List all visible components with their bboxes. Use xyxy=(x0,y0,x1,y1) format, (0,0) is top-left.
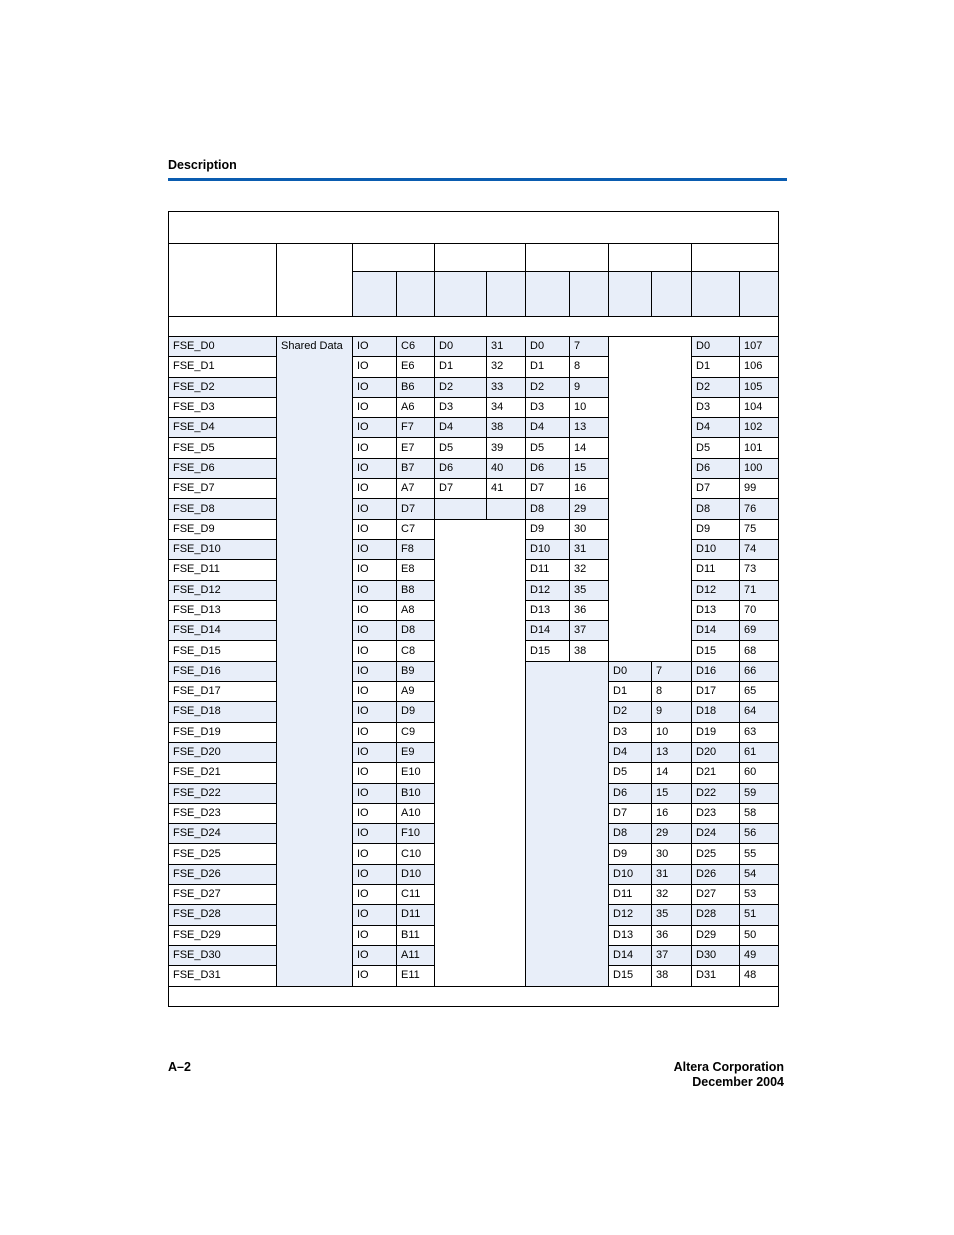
group3-signal-cell: D15 xyxy=(609,966,652,986)
signal-name-cell: FSE_D5 xyxy=(169,438,277,458)
pin-cell: A9 xyxy=(397,682,435,702)
signal-name-cell: FSE_D11 xyxy=(169,560,277,580)
direction-cell: IO xyxy=(353,885,397,905)
pin-cell: E10 xyxy=(397,763,435,783)
direction-cell: IO xyxy=(353,377,397,397)
group4-pin-cell: 74 xyxy=(740,539,779,559)
group3-pin-cell: 8 xyxy=(652,682,692,702)
group1-pin-cell: 34 xyxy=(487,397,526,417)
group2-pin-cell: 9 xyxy=(570,377,609,397)
direction-cell: IO xyxy=(353,357,397,377)
group4-pin-cell: 101 xyxy=(740,438,779,458)
group2-pin-cell: 16 xyxy=(570,479,609,499)
signal-name-cell: FSE_D28 xyxy=(169,905,277,925)
group2-pin-cell: 14 xyxy=(570,438,609,458)
pin-cell: C11 xyxy=(397,885,435,905)
group4-pin-cell: 100 xyxy=(740,458,779,478)
group4-signal-cell: D28 xyxy=(692,905,740,925)
group4-signal-cell: D12 xyxy=(692,580,740,600)
direction-cell: IO xyxy=(353,600,397,620)
direction-cell: IO xyxy=(353,499,397,519)
group4-signal-cell: D29 xyxy=(692,925,740,945)
group4-pin-cell: 106 xyxy=(740,357,779,377)
group4-signal-cell: D27 xyxy=(692,885,740,905)
signal-name-cell: FSE_D0 xyxy=(169,337,277,357)
pin-cell: D8 xyxy=(397,621,435,641)
group4-pin-cell: 76 xyxy=(740,499,779,519)
group4-signal-cell: D23 xyxy=(692,803,740,823)
signal-name-cell: FSE_D8 xyxy=(169,499,277,519)
signal-name-cell: FSE_D27 xyxy=(169,885,277,905)
group2-signal-cell: D7 xyxy=(526,479,570,499)
pin-cell: B6 xyxy=(397,377,435,397)
signal-name-cell: FSE_D15 xyxy=(169,641,277,661)
group4-signal-cell: D22 xyxy=(692,783,740,803)
group4-pin-cell: 73 xyxy=(740,560,779,580)
pin-cell: B10 xyxy=(397,783,435,803)
signal-name-cell: FSE_D22 xyxy=(169,783,277,803)
direction-cell: IO xyxy=(353,621,397,641)
header-subcol xyxy=(435,272,487,317)
direction-cell: IO xyxy=(353,418,397,438)
group4-signal-cell: D10 xyxy=(692,539,740,559)
group-label-cell: Shared Data xyxy=(277,337,353,987)
signal-name-cell: FSE_D14 xyxy=(169,621,277,641)
table-caption-row xyxy=(169,212,779,244)
signal-name-cell: FSE_D16 xyxy=(169,661,277,681)
signal-name-cell: FSE_D20 xyxy=(169,742,277,762)
group2-pin-cell: 36 xyxy=(570,600,609,620)
group4-signal-cell: D15 xyxy=(692,641,740,661)
direction-cell: IO xyxy=(353,966,397,986)
direction-cell: IO xyxy=(353,945,397,965)
pin-cell: C9 xyxy=(397,722,435,742)
pin-cell: E6 xyxy=(397,357,435,377)
group3-pin-cell: 10 xyxy=(652,722,692,742)
group4-signal-cell: D2 xyxy=(692,377,740,397)
group4-pin-cell: 66 xyxy=(740,661,779,681)
group4-pin-cell: 58 xyxy=(740,803,779,823)
pin-cell: D10 xyxy=(397,864,435,884)
group1-pin-cell: 38 xyxy=(487,418,526,438)
group4-pin-cell: 54 xyxy=(740,864,779,884)
pin-cell: C10 xyxy=(397,844,435,864)
group4-pin-cell: 68 xyxy=(740,641,779,661)
pin-cell: A8 xyxy=(397,600,435,620)
direction-cell: IO xyxy=(353,539,397,559)
group2-pin-cell: 31 xyxy=(570,539,609,559)
group1-pin-cell: 33 xyxy=(487,377,526,397)
direction-cell: IO xyxy=(353,397,397,417)
group4-signal-cell: D14 xyxy=(692,621,740,641)
signal-name-cell: FSE_D4 xyxy=(169,418,277,438)
group1-signal-cell: D7 xyxy=(435,479,487,499)
group4-signal-cell: D8 xyxy=(692,499,740,519)
group3-signal-cell: D2 xyxy=(609,702,652,722)
page-number: A–2 xyxy=(168,1060,191,1074)
group4-pin-cell: 69 xyxy=(740,621,779,641)
signal-name-cell: FSE_D17 xyxy=(169,682,277,702)
group2-signal-cell: D11 xyxy=(526,560,570,580)
group4-pin-cell: 99 xyxy=(740,479,779,499)
group4-signal-cell: D7 xyxy=(692,479,740,499)
group4-signal-cell: D17 xyxy=(692,682,740,702)
group4-pin-cell: 75 xyxy=(740,519,779,539)
group2-signal-cell: D5 xyxy=(526,438,570,458)
direction-cell: IO xyxy=(353,722,397,742)
group2-signal-cell: D0 xyxy=(526,337,570,357)
group4-signal-cell: D26 xyxy=(692,864,740,884)
group2-pin-cell: 38 xyxy=(570,641,609,661)
pin-cell: E11 xyxy=(397,966,435,986)
group3-signal-cell: D6 xyxy=(609,783,652,803)
group4-pin-cell: 56 xyxy=(740,824,779,844)
group4-signal-cell: D3 xyxy=(692,397,740,417)
group4-signal-cell: D16 xyxy=(692,661,740,681)
group1-signal-cell: D0 xyxy=(435,337,487,357)
signal-name-cell: FSE_D7 xyxy=(169,479,277,499)
group4-signal-cell: D20 xyxy=(692,742,740,762)
group4-signal-cell: D5 xyxy=(692,438,740,458)
group1-signal-cell: D3 xyxy=(435,397,487,417)
signal-name-cell: FSE_D13 xyxy=(169,600,277,620)
group2-signal-cell: D13 xyxy=(526,600,570,620)
pin-cell: B9 xyxy=(397,661,435,681)
group1-signal-cell: D1 xyxy=(435,357,487,377)
direction-cell: IO xyxy=(353,337,397,357)
pin-cell: F7 xyxy=(397,418,435,438)
group2-signal-cell: D8 xyxy=(526,499,570,519)
group3-signal-cell: D14 xyxy=(609,945,652,965)
group4-pin-cell: 105 xyxy=(740,377,779,397)
header-subcol xyxy=(570,272,609,317)
signal-name-cell: FSE_D30 xyxy=(169,945,277,965)
group1-pin-cell: 40 xyxy=(487,458,526,478)
direction-cell: IO xyxy=(353,519,397,539)
signal-name-cell: FSE_D12 xyxy=(169,580,277,600)
group4-signal-cell: D21 xyxy=(692,763,740,783)
signal-name-cell: FSE_D25 xyxy=(169,844,277,864)
group1-signal-cell: D5 xyxy=(435,438,487,458)
direction-cell: IO xyxy=(353,641,397,661)
group4-signal-cell: D6 xyxy=(692,458,740,478)
group2-pin-cell: 35 xyxy=(570,580,609,600)
header-subcol xyxy=(609,272,652,317)
group4-pin-cell: 107 xyxy=(740,337,779,357)
signal-name-cell: FSE_D21 xyxy=(169,763,277,783)
group1-pin-cell xyxy=(487,499,526,519)
group3-pin-cell: 36 xyxy=(652,925,692,945)
group2-pin-cell: 29 xyxy=(570,499,609,519)
group4-signal-cell: D11 xyxy=(692,560,740,580)
header-type xyxy=(277,244,353,317)
group2-pin-cell: 13 xyxy=(570,418,609,438)
group4-pin-cell: 64 xyxy=(740,702,779,722)
table-row xyxy=(169,337,779,357)
group1-signal-cell xyxy=(435,499,487,519)
table-header-row-1 xyxy=(169,244,779,272)
pin-table xyxy=(168,211,779,1007)
direction-cell: IO xyxy=(353,824,397,844)
signal-name-cell: FSE_D19 xyxy=(169,722,277,742)
group4-pin-cell: 104 xyxy=(740,397,779,417)
direction-cell: IO xyxy=(353,925,397,945)
group3-signal-cell: D4 xyxy=(609,742,652,762)
group4-pin-cell: 53 xyxy=(740,885,779,905)
group2-pin-cell: 10 xyxy=(570,397,609,417)
pin-cell: D7 xyxy=(397,499,435,519)
signal-name-cell: FSE_D24 xyxy=(169,824,277,844)
pin-cell: E8 xyxy=(397,560,435,580)
group1-pin-cell: 41 xyxy=(487,479,526,499)
pin-cell: C8 xyxy=(397,641,435,661)
group3-signal-cell: D7 xyxy=(609,803,652,823)
group2-signal-cell: D3 xyxy=(526,397,570,417)
group3-pin-cell: 37 xyxy=(652,945,692,965)
group4-signal-cell: D13 xyxy=(692,600,740,620)
signal-name-cell: FSE_D10 xyxy=(169,539,277,559)
group4-signal-cell: D18 xyxy=(692,702,740,722)
pin-cell: A11 xyxy=(397,945,435,965)
group2-pin-cell: 15 xyxy=(570,458,609,478)
direction-cell: IO xyxy=(353,844,397,864)
group1-pin-cell: 39 xyxy=(487,438,526,458)
group4-pin-cell: 59 xyxy=(740,783,779,803)
footer-info xyxy=(674,1060,784,1090)
group1-signal-cell: D2 xyxy=(435,377,487,397)
group1-pin-cell: 31 xyxy=(487,337,526,357)
group3-signal-cell: D12 xyxy=(609,905,652,925)
group4-pin-cell: 61 xyxy=(740,742,779,762)
group4-signal-cell: D0 xyxy=(692,337,740,357)
pin-cell: F10 xyxy=(397,824,435,844)
group2-signal-cell: D2 xyxy=(526,377,570,397)
group4-signal-cell: D19 xyxy=(692,722,740,742)
signal-name-cell: FSE_D18 xyxy=(169,702,277,722)
group3-signal-cell: D11 xyxy=(609,885,652,905)
signal-name-cell: FSE_D6 xyxy=(169,458,277,478)
group2-pin-cell: 37 xyxy=(570,621,609,641)
group4-pin-cell: 55 xyxy=(740,844,779,864)
signal-name-cell: FSE_D23 xyxy=(169,803,277,823)
group3-pin-cell: 16 xyxy=(652,803,692,823)
group3-pin-cell: 31 xyxy=(652,864,692,884)
group3-signal-cell: D1 xyxy=(609,682,652,702)
group2-empty-block xyxy=(526,661,609,986)
group2-signal-cell: D9 xyxy=(526,519,570,539)
group4-pin-cell: 71 xyxy=(740,580,779,600)
pin-cell: D11 xyxy=(397,905,435,925)
group2-signal-cell: D14 xyxy=(526,621,570,641)
direction-cell: IO xyxy=(353,479,397,499)
group2-signal-cell: D1 xyxy=(526,357,570,377)
pin-cell: B8 xyxy=(397,580,435,600)
pin-cell: A7 xyxy=(397,479,435,499)
group3-signal-cell: D3 xyxy=(609,722,652,742)
signal-name-cell: FSE_D1 xyxy=(169,357,277,377)
group1-empty-block xyxy=(435,519,526,986)
group4-signal-cell: D25 xyxy=(692,844,740,864)
header-subcol xyxy=(692,272,740,317)
group3-signal-cell: D13 xyxy=(609,925,652,945)
direction-cell: IO xyxy=(353,702,397,722)
group4-pin-cell: 65 xyxy=(740,682,779,702)
group3-pin-cell: 9 xyxy=(652,702,692,722)
section-title: Description xyxy=(168,158,237,172)
direction-cell: IO xyxy=(353,661,397,681)
group4-pin-cell: 49 xyxy=(740,945,779,965)
pin-cell: B7 xyxy=(397,458,435,478)
direction-cell: IO xyxy=(353,864,397,884)
group3-empty-block xyxy=(609,337,692,662)
group1-pin-cell: 32 xyxy=(487,357,526,377)
pin-cell: B11 xyxy=(397,925,435,945)
direction-cell: IO xyxy=(353,783,397,803)
header-group-2 xyxy=(526,244,609,272)
group2-pin-cell: 32 xyxy=(570,560,609,580)
pin-cell: C7 xyxy=(397,519,435,539)
header-group-3 xyxy=(609,244,692,272)
signal-name-cell: FSE_D26 xyxy=(169,864,277,884)
group3-pin-cell: 32 xyxy=(652,885,692,905)
pin-cell: E9 xyxy=(397,742,435,762)
pin-cell: C6 xyxy=(397,337,435,357)
header-subcol xyxy=(397,272,435,317)
table-caption-cell xyxy=(169,212,779,244)
table-section-cell xyxy=(169,317,779,337)
group1-signal-cell: D6 xyxy=(435,458,487,478)
group2-pin-cell: 30 xyxy=(570,519,609,539)
group3-signal-cell: D8 xyxy=(609,824,652,844)
group4-pin-cell: 102 xyxy=(740,418,779,438)
pin-cell: A6 xyxy=(397,397,435,417)
group2-pin-cell: 7 xyxy=(570,337,609,357)
group3-signal-cell: D9 xyxy=(609,844,652,864)
header-signal-name xyxy=(169,244,277,317)
header-subcol xyxy=(740,272,779,317)
group3-pin-cell: 30 xyxy=(652,844,692,864)
group4-signal-cell: D24 xyxy=(692,824,740,844)
group3-pin-cell: 38 xyxy=(652,966,692,986)
header-group-4 xyxy=(692,244,779,272)
group4-signal-cell: D1 xyxy=(692,357,740,377)
group1-signal-cell: D4 xyxy=(435,418,487,438)
group3-pin-cell: 14 xyxy=(652,763,692,783)
group2-signal-cell: D10 xyxy=(526,539,570,559)
direction-cell: IO xyxy=(353,803,397,823)
group3-pin-cell: 7 xyxy=(652,661,692,681)
group3-pin-cell: 15 xyxy=(652,783,692,803)
publish-date: December 2004 xyxy=(692,1075,784,1089)
group4-signal-cell: D4 xyxy=(692,418,740,438)
group3-signal-cell: D10 xyxy=(609,864,652,884)
direction-cell: IO xyxy=(353,580,397,600)
group4-pin-cell: 48 xyxy=(740,966,779,986)
signal-name-cell: FSE_D29 xyxy=(169,925,277,945)
group2-signal-cell: D15 xyxy=(526,641,570,661)
pin-cell: E7 xyxy=(397,438,435,458)
header-subcol xyxy=(526,272,570,317)
table-footer-row xyxy=(169,986,779,1006)
pin-cell: A10 xyxy=(397,803,435,823)
header-subcol xyxy=(652,272,692,317)
header-subcol xyxy=(353,272,397,317)
group4-pin-cell: 50 xyxy=(740,925,779,945)
direction-cell: IO xyxy=(353,682,397,702)
signal-name-cell: FSE_D3 xyxy=(169,397,277,417)
signal-name-cell: FSE_D9 xyxy=(169,519,277,539)
group2-signal-cell: D4 xyxy=(526,418,570,438)
group2-signal-cell: D12 xyxy=(526,580,570,600)
group4-pin-cell: 70 xyxy=(740,600,779,620)
pin-cell: D9 xyxy=(397,702,435,722)
group3-signal-cell: D5 xyxy=(609,763,652,783)
group4-pin-cell: 51 xyxy=(740,905,779,925)
group2-pin-cell: 8 xyxy=(570,357,609,377)
group2-signal-cell: D6 xyxy=(526,458,570,478)
group3-pin-cell: 13 xyxy=(652,742,692,762)
header-group-1 xyxy=(435,244,526,272)
header-subcol xyxy=(487,272,526,317)
group4-signal-cell: D31 xyxy=(692,966,740,986)
group4-signal-cell: D30 xyxy=(692,945,740,965)
header-divider xyxy=(168,178,787,181)
direction-cell: IO xyxy=(353,742,397,762)
signal-name-cell: FSE_D2 xyxy=(169,377,277,397)
table-footer-cell xyxy=(169,986,779,1006)
direction-cell: IO xyxy=(353,438,397,458)
direction-cell: IO xyxy=(353,458,397,478)
group4-pin-cell: 60 xyxy=(740,763,779,783)
signal-name-cell: FSE_D31 xyxy=(169,966,277,986)
group4-pin-cell: 63 xyxy=(740,722,779,742)
table-section-row xyxy=(169,317,779,337)
direction-cell: IO xyxy=(353,560,397,580)
company-name: Altera Corporation xyxy=(673,1060,784,1074)
direction-cell: IO xyxy=(353,763,397,783)
header-group-fpga xyxy=(353,244,435,272)
direction-cell: IO xyxy=(353,905,397,925)
group3-signal-cell: D0 xyxy=(609,661,652,681)
group3-pin-cell: 29 xyxy=(652,824,692,844)
group3-pin-cell: 35 xyxy=(652,905,692,925)
pin-cell: F8 xyxy=(397,539,435,559)
group4-signal-cell: D9 xyxy=(692,519,740,539)
